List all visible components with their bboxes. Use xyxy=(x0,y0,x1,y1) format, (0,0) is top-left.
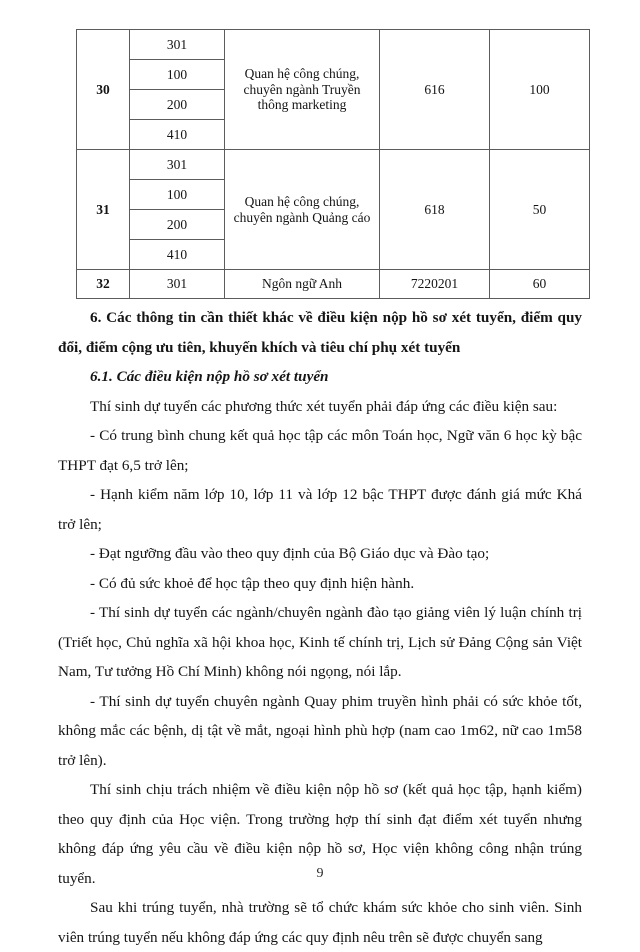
paragraph-condition-camera-operator: - Thí sinh dự tuyển chuyên ngành Quay phim truyền hình phải có sức khỏe tốt, không mắc các bệnh, dị tật về mắt, ngoại hình phù hợp (nam cao 1m62, nữ cao 1m58 trở lên). xyxy=(58,692,582,769)
cell-subject-code: 301 xyxy=(130,150,225,180)
paragraph-condition-conduct: - Hạnh kiểm năm lớp 10, lớp 11 và lớp 12 bậc THPT được đánh giá mức Khá trở lên; xyxy=(58,486,582,533)
cell-subject-code: 200 xyxy=(130,90,225,120)
admission-table-container xyxy=(76,29,564,299)
cell-stt: 31 xyxy=(77,150,130,270)
cell-subject-code: 200 xyxy=(130,210,225,240)
cell-subject-code: 301 xyxy=(130,270,225,299)
cell-quota: 50 xyxy=(490,150,590,270)
cell-subject-code: 100 xyxy=(130,180,225,210)
cell-major-name: Quan hệ công chúng, chuyên ngành Truyền thông marketing xyxy=(225,30,380,150)
cell-major-code: 616 xyxy=(380,30,490,150)
paragraph-condition-political-theory: - Thí sinh dự tuyển các ngành/chuyên ngành đào tạo giảng viên lý luận chính trị (Triết học, Chủ nghĩa xã hội khoa học, Kinh tế chính trị, Lịch sử Đảng Cộng sản Việt Nam, Tư tưởng Hồ Chí Minh) không nói ngọng, nói lắp. xyxy=(58,604,582,680)
table-row xyxy=(77,30,590,60)
admission-table-body xyxy=(77,30,590,299)
section-heading-6-1: 6.1. Các điều kiện nộp hồ sơ xét tuyển xyxy=(90,368,329,385)
cell-quota: 100 xyxy=(490,30,590,150)
table-row xyxy=(77,270,590,299)
section-heading-6: 6. Các thông tin cần thiết khác về điều kiện nộp hồ sơ xét tuyển, điểm quy đổi, điểm cộng ưu tiên, khuyến khích và tiêu chí phụ xét tuyển xyxy=(58,309,582,356)
cell-subject-code: 100 xyxy=(130,60,225,90)
paragraph-condition-health: - Có đủ sức khoẻ để học tập theo quy định hiện hành. xyxy=(90,574,415,592)
document-body xyxy=(58,303,582,952)
cell-major-code: 7220201 xyxy=(380,270,490,299)
cell-stt: 30 xyxy=(77,30,130,150)
page-number: 9 xyxy=(316,866,324,881)
admission-table xyxy=(76,29,590,299)
cell-major-name: Ngôn ngữ Anh xyxy=(225,270,380,299)
cell-subject-code: 410 xyxy=(130,240,225,270)
paragraph-condition-threshold: - Đạt ngưỡng đầu vào theo quy định của Bộ Giáo dục và Đào tạo; xyxy=(90,545,490,562)
cell-major-name: Quan hệ công chúng, chuyên ngành Quảng cáo xyxy=(225,150,380,270)
paragraph-condition-gpa: - Có trung bình chung kết quả học tập các môn Toán học, Ngữ văn 6 học kỳ bậc THPT đạt 6,5 trở lên; xyxy=(58,427,582,474)
cell-major-code: 618 xyxy=(380,150,490,270)
cell-subject-code: 301 xyxy=(130,30,225,60)
paragraph-responsibility: Thí sinh chịu trách nhiệm về điều kiện nộp hồ sơ (kết quả học tập, hạnh kiểm) theo quy định của Học viện. Trong trường hợp thí sinh đạt điểm xét tuyển nhưng không đáp ứng yêu cầu về điều kiện nộp hồ sơ, Học viện không công nhận trúng tuyển. xyxy=(58,781,582,887)
table-row xyxy=(77,150,590,180)
cell-stt: 32 xyxy=(77,270,130,299)
cell-subject-code: 410 xyxy=(130,120,225,150)
cell-quota: 60 xyxy=(490,270,590,299)
paragraph-intro: Thí sinh dự tuyển các phương thức xét tuyển phải đáp ứng các điều kiện sau: xyxy=(90,397,558,415)
paragraph-health-check: Sau khi trúng tuyển, nhà trường sẽ tổ chức khám sức khỏe cho sinh viên. Sinh viên trúng tuyển nếu không đáp ứng các quy định nêu trên sẽ được chuyển sang xyxy=(58,899,582,946)
